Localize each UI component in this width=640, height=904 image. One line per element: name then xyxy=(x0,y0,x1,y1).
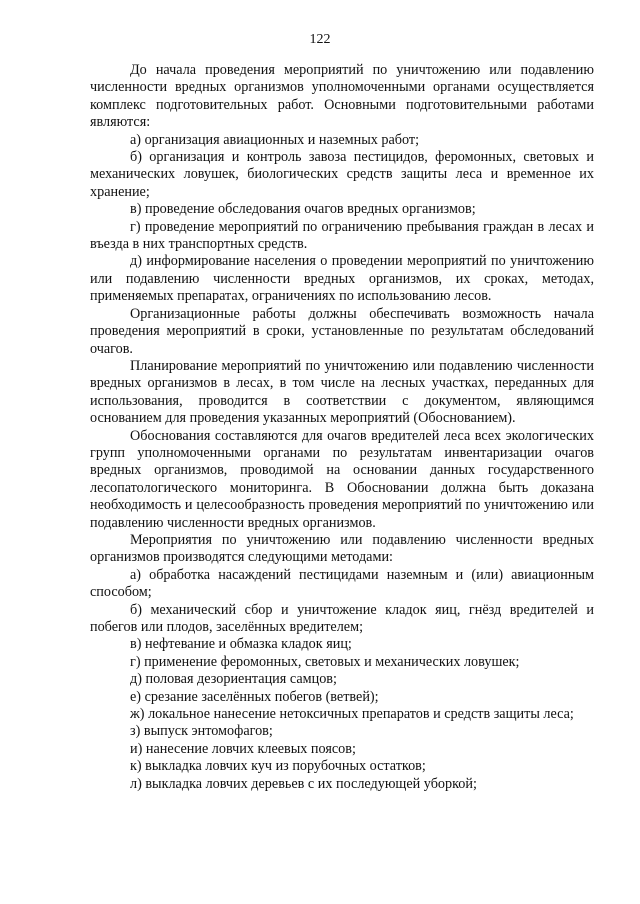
page-number: 122 xyxy=(309,32,331,47)
list-item: б) организация и контроль завоза пестицидов, феромонных, световых и механических ловушек, биологических средств защиты леса и временное их хранение; xyxy=(90,149,594,200)
list-item: з) выпуск энтомофагов; xyxy=(130,723,273,740)
list-item: ж) локальное нанесение нетоксичных препаратов и средств защиты леса; xyxy=(130,706,574,723)
list-item: в) проведение обследования очагов вредных организмов; xyxy=(130,201,476,218)
list-item: и) нанесение ловчих клеевых поясов; xyxy=(130,740,356,757)
paragraph: Мероприятия по уничтожению или подавлению численности вредных организмов производятся следующими методами: xyxy=(90,531,594,566)
list-item: г) применение феромонных, световых и механических ловушек; xyxy=(130,653,520,670)
list-item: к) выкладка ловчих куч из порубочных остатков; xyxy=(130,758,426,775)
list-item: г) проведение мероприятий по ограничению пребывания граждан в лесах и въезда в них транспортных средств. xyxy=(90,218,594,253)
document-body xyxy=(90,62,594,793)
list-item: д) половая дезориентация самцов; xyxy=(130,671,337,688)
paragraph: Организационные работы должны обеспечивать возможность начала проведения мероприятий в сроки, установленные по результатам обследований очагов. xyxy=(90,305,594,357)
paragraph: До начала проведения мероприятий по уничтожению или подавлению численности вредных организмов уполномоченными органами осуществляется комплекс подготовительных работ. Основными подготовительными работами являются: xyxy=(90,62,594,131)
list-item: е) срезание заселённых побегов (ветвей); xyxy=(130,688,379,705)
list-item: д) информирование населения о проведении мероприятий по уничтожению или подавлению численности вредных организмов, их сроках, методах, применяемых препаратах, ограничениях по использованию лесов. xyxy=(90,253,594,305)
list-item: б) механический сбор и уничтожение кладок яиц, гнёзд вредителей и побегов или плодов, заселённых вредителем; xyxy=(90,601,594,635)
paragraph: Планирование мероприятий по уничтожению или подавлению численности вредных организмов в лесах, в том числе на лесных участках, переданных для использования, проводится в соответствии с документом, являющимся основанием для проведения указанных мероприятий (Обоснованием). xyxy=(90,357,594,427)
list-item: а) организация авиационных и наземных работ; xyxy=(130,131,420,148)
list-item: в) нефтевание и обмазка кладок яиц; xyxy=(130,636,352,653)
list-item: л) выкладка ловчих деревьев с их последующей уборкой; xyxy=(130,775,477,792)
paragraph: Обоснования составляются для очагов вредителей леса всех экологических групп уполномоченными органами по результатам инвентаризации очагов вредных организмов, проводимой на основании данных государственного лесопатологического мониторинга. В Обосновании должна быть доказана необходимость и целесообразность проведения мероприятий по уничтожению или подавлению численности вредных организмов. xyxy=(90,427,594,531)
list-item: а) обработка насаждений пестицидами наземным и (или) авиационным способом; xyxy=(90,566,594,601)
